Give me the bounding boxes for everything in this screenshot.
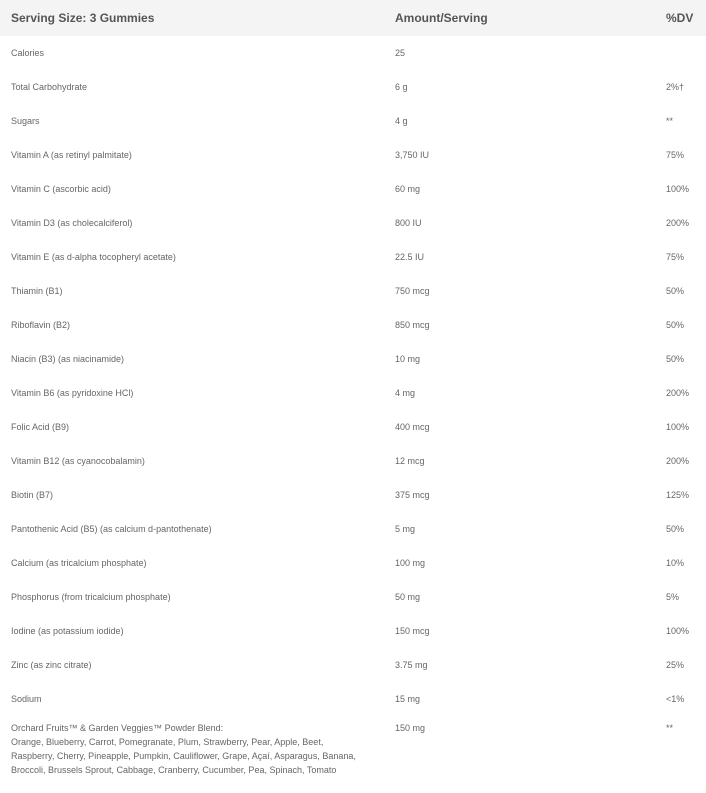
powder-blend-title: Orchard Fruits™ & Garden Veggies™ Powder Blend: — [11, 723, 224, 733]
table-row — [0, 546, 706, 580]
nutrient-name: Pantothenic Acid (B5) (as calcium d-pantothenate) — [11, 524, 212, 534]
nutrient-dv: 100% — [666, 626, 690, 636]
nutrient-amount: 375 mcg — [395, 490, 430, 500]
table-row — [0, 172, 706, 206]
powder-blend-amount: 150 mg — [395, 723, 426, 733]
table-row — [0, 206, 706, 240]
table-row — [0, 308, 706, 342]
nutrient-name: Sugars — [11, 116, 40, 126]
nutrient-dv: 25% — [666, 660, 685, 670]
amount-per-serving-header: Amount/Serving — [395, 11, 488, 25]
nutrient-name: Vitamin E (as d-alpha tocopheryl acetate) — [11, 252, 176, 262]
table-row — [0, 342, 706, 376]
nutrient-rows — [0, 36, 706, 716]
powder-blend-dv: ** — [666, 723, 674, 733]
nutrient-amount: 3,750 IU — [395, 150, 430, 160]
nutrient-dv: 50% — [666, 524, 685, 534]
nutrient-amount: 15 mg — [395, 694, 421, 704]
table-row — [0, 512, 706, 546]
nutrient-dv: 50% — [666, 354, 685, 364]
nutrient-dv: 200% — [666, 456, 690, 466]
nutrient-amount: 3.75 mg — [395, 660, 428, 670]
nutrient-name: Sodium — [11, 694, 42, 704]
nutrient-name: Total Carbohydrate — [11, 82, 88, 92]
nutrient-amount: 4 mg — [395, 388, 416, 398]
nutrient-dv: 200% — [666, 218, 690, 228]
nutrient-amount: 4 g — [395, 116, 408, 126]
nutrient-dv: 100% — [666, 184, 690, 194]
table-row — [0, 580, 706, 614]
nutrient-dv: 50% — [666, 320, 685, 330]
nutrient-dv: 200% — [666, 388, 690, 398]
nutrient-dv: 75% — [666, 252, 685, 262]
nutrient-amount: 6 g — [395, 82, 408, 92]
nutrient-dv: 50% — [666, 286, 685, 296]
nutrient-amount: 22.5 IU — [395, 252, 425, 262]
table-row — [0, 648, 706, 682]
nutrient-name: Vitamin B6 (as pyridoxine HCl) — [11, 388, 134, 398]
table-row — [0, 410, 706, 444]
nutrient-amount: 400 mcg — [395, 422, 430, 432]
daily-value-header: %DV — [666, 11, 694, 25]
table-row — [0, 614, 706, 648]
nutrient-dv: ** — [666, 116, 674, 126]
powder-blend-ingredients-line: Raspberry, Cherry, Pineapple, Pumpkin, Cauliflower, Grape, Açaí, Asparagus, Banana, — [11, 751, 356, 761]
nutrient-name: Thiamin (B1) — [11, 286, 63, 296]
powder-blend-row — [0, 716, 706, 783]
table-row — [0, 36, 706, 70]
table-row — [0, 682, 706, 716]
table-row — [0, 240, 706, 274]
nutrient-dv: <1% — [666, 694, 685, 704]
nutrient-amount: 100 mg — [395, 558, 426, 568]
table-row — [0, 478, 706, 512]
nutrient-dv: 100% — [666, 422, 690, 432]
table-row — [0, 104, 706, 138]
table-row — [0, 444, 706, 478]
nutrient-dv: 125% — [666, 490, 690, 500]
nutrient-name: Phosphorus (from tricalcium phosphate) — [11, 592, 171, 602]
nutrient-name: Biotin (B7) — [11, 490, 54, 500]
table-row — [0, 138, 706, 172]
table-row — [0, 376, 706, 410]
table-header — [0, 0, 706, 36]
nutrient-name: Iodine (as potassium iodide) — [11, 626, 124, 636]
nutrient-name: Calcium (as tricalcium phosphate) — [11, 558, 147, 568]
nutrient-dv: 75% — [666, 150, 685, 160]
nutrient-amount: 10 mg — [395, 354, 421, 364]
table-row — [0, 274, 706, 308]
powder-blend-description — [0, 721, 384, 777]
nutrient-name: Vitamin A (as retinyl palmitate) — [11, 150, 132, 160]
nutrient-amount: 750 mcg — [395, 286, 430, 296]
nutrient-dv: 5% — [666, 592, 680, 602]
table-row — [0, 70, 706, 104]
nutrient-name: Vitamin C (ascorbic acid) — [11, 184, 111, 194]
nutrient-amount: 800 IU — [395, 218, 422, 228]
nutrient-amount: 50 mg — [395, 592, 421, 602]
nutrient-name: Niacin (B3) (as niacinamide) — [11, 354, 125, 364]
nutrient-name: Vitamin B12 (as cyanocobalamin) — [11, 456, 145, 466]
nutrient-amount: 25 — [395, 48, 406, 58]
serving-size-header: Serving Size: 3 Gummies — [11, 11, 155, 25]
nutrient-amount: 5 mg — [395, 524, 416, 534]
nutrient-name: Zinc (as zinc citrate) — [11, 660, 92, 670]
nutrient-amount: 60 mg — [395, 184, 421, 194]
nutrient-amount: 850 mcg — [395, 320, 430, 330]
nutrient-dv: 10% — [666, 558, 685, 568]
powder-blend-ingredients-line: Broccoli, Brussels Sprout, Cabbage, Cranberry, Cucumber, Pea, Spinach, Tomato — [11, 765, 337, 775]
nutrient-dv: 2%† — [666, 82, 685, 92]
nutrient-name: Calories — [11, 48, 45, 58]
nutrient-amount: 12 mcg — [395, 456, 425, 466]
nutrient-name: Riboflavin (B2) — [11, 320, 71, 330]
nutrient-name: Vitamin D3 (as cholecalciferol) — [11, 218, 133, 228]
nutrient-name: Folic Acid (B9) — [11, 422, 70, 432]
powder-blend-ingredients-line: Orange, Blueberry, Carrot, Pomegranate, Plum, Strawberry, Pear, Apple, Beet, — [11, 737, 324, 747]
nutrient-amount: 150 mcg — [395, 626, 430, 636]
